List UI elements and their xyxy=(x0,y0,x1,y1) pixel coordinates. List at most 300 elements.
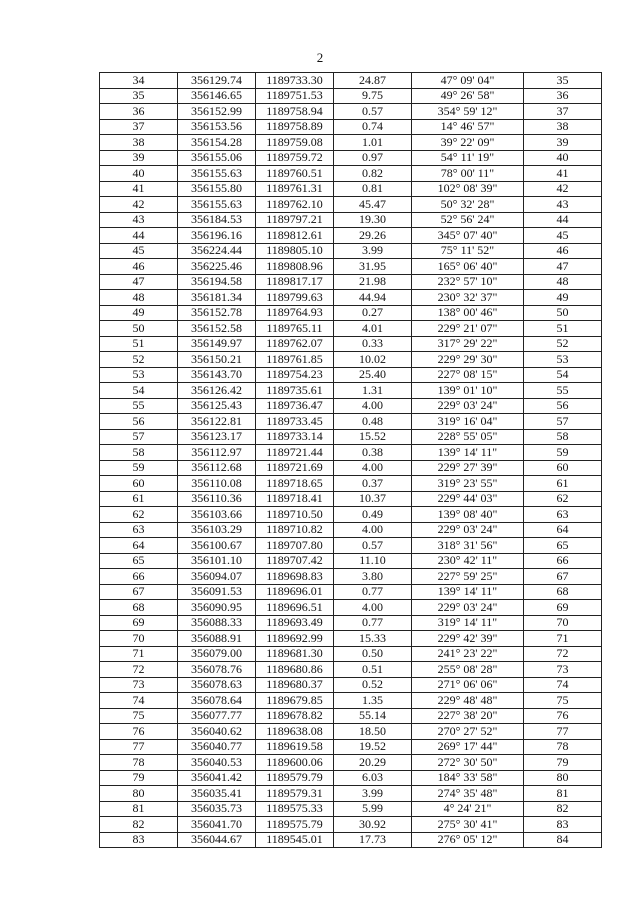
distance-cell: 19.30 xyxy=(334,212,412,228)
next-point-cell: 64 xyxy=(524,522,602,538)
x-coordinate-cell: 356035.41 xyxy=(178,786,256,802)
bearing-cell: 232° 57' 10" xyxy=(412,274,524,290)
point-number-cell: 63 xyxy=(100,522,178,538)
distance-cell: 11.10 xyxy=(334,553,412,569)
distance-cell: 4.00 xyxy=(334,522,412,538)
y-coordinate-cell: 1189759.08 xyxy=(256,135,334,151)
next-point-cell: 79 xyxy=(524,755,602,771)
distance-cell: 4.00 xyxy=(334,460,412,476)
x-coordinate-cell: 356194.58 xyxy=(178,274,256,290)
y-coordinate-cell: 1189797.21 xyxy=(256,212,334,228)
table-row xyxy=(100,770,602,786)
point-number-cell: 64 xyxy=(100,538,178,554)
x-coordinate-cell: 356079.00 xyxy=(178,646,256,662)
table-row xyxy=(100,104,602,120)
bearing-cell: 319° 23' 55" xyxy=(412,476,524,492)
bearing-cell: 229° 29' 30" xyxy=(412,352,524,368)
table-row xyxy=(100,336,602,352)
point-number-cell: 39 xyxy=(100,150,178,166)
distance-cell: 1.31 xyxy=(334,383,412,399)
x-coordinate-cell: 356035.73 xyxy=(178,801,256,817)
table-row xyxy=(100,414,602,430)
next-point-cell: 45 xyxy=(524,228,602,244)
x-coordinate-cell: 356122.81 xyxy=(178,414,256,430)
bearing-cell: 229° 27' 39" xyxy=(412,460,524,476)
bearing-cell: 270° 27' 52" xyxy=(412,724,524,740)
bearing-cell: 14° 46' 57" xyxy=(412,119,524,135)
next-point-cell: 60 xyxy=(524,460,602,476)
point-number-cell: 82 xyxy=(100,817,178,833)
x-coordinate-cell: 356090.95 xyxy=(178,600,256,616)
table-row xyxy=(100,646,602,662)
y-coordinate-cell: 1189678.82 xyxy=(256,708,334,724)
x-coordinate-cell: 356152.99 xyxy=(178,104,256,120)
next-point-cell: 80 xyxy=(524,770,602,786)
next-point-cell: 44 xyxy=(524,212,602,228)
y-coordinate-cell: 1189762.10 xyxy=(256,197,334,213)
bearing-cell: 49° 26' 58" xyxy=(412,88,524,104)
y-coordinate-cell: 1189638.08 xyxy=(256,724,334,740)
distance-cell: 44.94 xyxy=(334,290,412,306)
bearing-cell: 272° 30' 50" xyxy=(412,755,524,771)
distance-cell: 4.00 xyxy=(334,600,412,616)
distance-cell: 0.37 xyxy=(334,476,412,492)
distance-cell: 1.01 xyxy=(334,135,412,151)
x-coordinate-cell: 356094.07 xyxy=(178,569,256,585)
next-point-cell: 46 xyxy=(524,243,602,259)
bearing-cell: 319° 16' 04" xyxy=(412,414,524,430)
distance-cell: 0.27 xyxy=(334,305,412,321)
bearing-cell: 229° 03' 24" xyxy=(412,522,524,538)
point-number-cell: 49 xyxy=(100,305,178,321)
table-row xyxy=(100,677,602,693)
next-point-cell: 68 xyxy=(524,584,602,600)
distance-cell: 3.80 xyxy=(334,569,412,585)
point-number-cell: 43 xyxy=(100,212,178,228)
table-row xyxy=(100,429,602,445)
next-point-cell: 84 xyxy=(524,832,602,848)
x-coordinate-cell: 356112.68 xyxy=(178,460,256,476)
next-point-cell: 72 xyxy=(524,646,602,662)
table-row xyxy=(100,305,602,321)
y-coordinate-cell: 1189680.37 xyxy=(256,677,334,693)
bearing-cell: 354° 59' 12" xyxy=(412,104,524,120)
next-point-cell: 76 xyxy=(524,708,602,724)
y-coordinate-cell: 1189718.65 xyxy=(256,476,334,492)
table-row xyxy=(100,584,602,600)
bearing-cell: 184° 33' 58" xyxy=(412,770,524,786)
distance-cell: 0.50 xyxy=(334,646,412,662)
x-coordinate-cell: 356149.97 xyxy=(178,336,256,352)
point-number-cell: 47 xyxy=(100,274,178,290)
distance-cell: 21.98 xyxy=(334,274,412,290)
distance-cell: 0.82 xyxy=(334,166,412,182)
point-number-cell: 66 xyxy=(100,569,178,585)
point-number-cell: 71 xyxy=(100,646,178,662)
distance-cell: 0.81 xyxy=(334,181,412,197)
distance-cell: 0.38 xyxy=(334,445,412,461)
table-row xyxy=(100,212,602,228)
x-coordinate-cell: 356123.17 xyxy=(178,429,256,445)
bearing-cell: 274° 35' 48" xyxy=(412,786,524,802)
y-coordinate-cell: 1189710.82 xyxy=(256,522,334,538)
y-coordinate-cell: 1189600.06 xyxy=(256,755,334,771)
x-coordinate-cell: 356078.63 xyxy=(178,677,256,693)
distance-cell: 0.74 xyxy=(334,119,412,135)
x-coordinate-cell: 356041.42 xyxy=(178,770,256,786)
bearing-cell: 138° 00' 46" xyxy=(412,305,524,321)
table-row xyxy=(100,290,602,306)
bearing-cell: 319° 14' 11" xyxy=(412,615,524,631)
y-coordinate-cell: 1189733.30 xyxy=(256,73,334,89)
bearing-cell: 4° 24' 21" xyxy=(412,801,524,817)
table-row xyxy=(100,817,602,833)
next-point-cell: 81 xyxy=(524,786,602,802)
next-point-cell: 55 xyxy=(524,383,602,399)
table-row xyxy=(100,150,602,166)
point-number-cell: 75 xyxy=(100,708,178,724)
point-number-cell: 69 xyxy=(100,615,178,631)
table-row xyxy=(100,507,602,523)
y-coordinate-cell: 1189681.30 xyxy=(256,646,334,662)
point-number-cell: 72 xyxy=(100,662,178,678)
table-row xyxy=(100,352,602,368)
point-number-cell: 59 xyxy=(100,460,178,476)
y-coordinate-cell: 1189693.49 xyxy=(256,615,334,631)
x-coordinate-cell: 356041.70 xyxy=(178,817,256,833)
x-coordinate-cell: 356155.63 xyxy=(178,166,256,182)
distance-cell: 55.14 xyxy=(334,708,412,724)
next-point-cell: 41 xyxy=(524,166,602,182)
next-point-cell: 58 xyxy=(524,429,602,445)
distance-cell: 3.99 xyxy=(334,786,412,802)
y-coordinate-cell: 1189812.61 xyxy=(256,228,334,244)
point-number-cell: 58 xyxy=(100,445,178,461)
x-coordinate-cell: 356150.21 xyxy=(178,352,256,368)
table-row xyxy=(100,398,602,414)
y-coordinate-cell: 1189579.31 xyxy=(256,786,334,802)
distance-cell: 19.52 xyxy=(334,739,412,755)
y-coordinate-cell: 1189764.93 xyxy=(256,305,334,321)
point-number-cell: 55 xyxy=(100,398,178,414)
distance-cell: 15.52 xyxy=(334,429,412,445)
table-row xyxy=(100,73,602,89)
next-point-cell: 57 xyxy=(524,414,602,430)
bearing-cell: 139° 01' 10" xyxy=(412,383,524,399)
point-number-cell: 83 xyxy=(100,832,178,848)
distance-cell: 5.99 xyxy=(334,801,412,817)
table-row xyxy=(100,274,602,290)
x-coordinate-cell: 356152.58 xyxy=(178,321,256,337)
table-row xyxy=(100,662,602,678)
point-number-cell: 37 xyxy=(100,119,178,135)
x-coordinate-cell: 356155.80 xyxy=(178,181,256,197)
bearing-cell: 229° 21' 07" xyxy=(412,321,524,337)
bearing-cell: 229° 03' 24" xyxy=(412,600,524,616)
table-row xyxy=(100,708,602,724)
distance-cell: 10.02 xyxy=(334,352,412,368)
x-coordinate-cell: 356143.70 xyxy=(178,367,256,383)
next-point-cell: 67 xyxy=(524,569,602,585)
x-coordinate-cell: 356101.10 xyxy=(178,553,256,569)
point-number-cell: 36 xyxy=(100,104,178,120)
bearing-cell: 102° 08' 39" xyxy=(412,181,524,197)
y-coordinate-cell: 1189759.72 xyxy=(256,150,334,166)
point-number-cell: 67 xyxy=(100,584,178,600)
distance-cell: 4.01 xyxy=(334,321,412,337)
bearing-cell: 139° 14' 11" xyxy=(412,445,524,461)
y-coordinate-cell: 1189735.61 xyxy=(256,383,334,399)
point-number-cell: 52 xyxy=(100,352,178,368)
point-number-cell: 70 xyxy=(100,631,178,647)
distance-cell: 0.77 xyxy=(334,584,412,600)
x-coordinate-cell: 356103.66 xyxy=(178,507,256,523)
next-point-cell: 70 xyxy=(524,615,602,631)
table-row xyxy=(100,321,602,337)
next-point-cell: 40 xyxy=(524,150,602,166)
bearing-cell: 139° 14' 11" xyxy=(412,584,524,600)
x-coordinate-cell: 356152.78 xyxy=(178,305,256,321)
x-coordinate-cell: 356040.53 xyxy=(178,755,256,771)
point-number-cell: 57 xyxy=(100,429,178,445)
next-point-cell: 69 xyxy=(524,600,602,616)
x-coordinate-cell: 356088.91 xyxy=(178,631,256,647)
next-point-cell: 73 xyxy=(524,662,602,678)
bearing-cell: 78° 00' 11" xyxy=(412,166,524,182)
y-coordinate-cell: 1189696.01 xyxy=(256,584,334,600)
point-number-cell: 46 xyxy=(100,259,178,275)
distance-cell: 45.47 xyxy=(334,197,412,213)
y-coordinate-cell: 1189760.51 xyxy=(256,166,334,182)
bearing-cell: 229° 42' 39" xyxy=(412,631,524,647)
distance-cell: 31.95 xyxy=(334,259,412,275)
distance-cell: 30.92 xyxy=(334,817,412,833)
distance-cell: 0.57 xyxy=(334,104,412,120)
point-number-cell: 50 xyxy=(100,321,178,337)
next-point-cell: 39 xyxy=(524,135,602,151)
y-coordinate-cell: 1189808.96 xyxy=(256,259,334,275)
distance-cell: 0.49 xyxy=(334,507,412,523)
y-coordinate-cell: 1189619.58 xyxy=(256,739,334,755)
y-coordinate-cell: 1189805.10 xyxy=(256,243,334,259)
next-point-cell: 36 xyxy=(524,88,602,104)
bearing-cell: 230° 42' 11" xyxy=(412,553,524,569)
point-number-cell: 60 xyxy=(100,476,178,492)
next-point-cell: 83 xyxy=(524,817,602,833)
distance-cell: 0.48 xyxy=(334,414,412,430)
point-number-cell: 45 xyxy=(100,243,178,259)
distance-cell: 0.97 xyxy=(334,150,412,166)
bearing-cell: 52° 56' 24" xyxy=(412,212,524,228)
table-row xyxy=(100,228,602,244)
y-coordinate-cell: 1189680.86 xyxy=(256,662,334,678)
bearing-cell: 275° 30' 41" xyxy=(412,817,524,833)
table-row xyxy=(100,755,602,771)
next-point-cell: 77 xyxy=(524,724,602,740)
y-coordinate-cell: 1189736.47 xyxy=(256,398,334,414)
distance-cell: 6.03 xyxy=(334,770,412,786)
x-coordinate-cell: 356091.53 xyxy=(178,584,256,600)
bearing-cell: 227° 38' 20" xyxy=(412,708,524,724)
distance-cell: 4.00 xyxy=(334,398,412,414)
y-coordinate-cell: 1189696.51 xyxy=(256,600,334,616)
distance-cell: 24.87 xyxy=(334,73,412,89)
y-coordinate-cell: 1189754.23 xyxy=(256,367,334,383)
next-point-cell: 37 xyxy=(524,104,602,120)
distance-cell: 1.35 xyxy=(334,693,412,709)
x-coordinate-cell: 356044.67 xyxy=(178,832,256,848)
point-number-cell: 38 xyxy=(100,135,178,151)
next-point-cell: 62 xyxy=(524,491,602,507)
distance-cell: 15.33 xyxy=(334,631,412,647)
y-coordinate-cell: 1189761.85 xyxy=(256,352,334,368)
point-number-cell: 48 xyxy=(100,290,178,306)
next-point-cell: 71 xyxy=(524,631,602,647)
bearing-cell: 75° 11' 52" xyxy=(412,243,524,259)
bearing-cell: 50° 32' 28" xyxy=(412,197,524,213)
y-coordinate-cell: 1189721.69 xyxy=(256,460,334,476)
table-row xyxy=(100,460,602,476)
next-point-cell: 56 xyxy=(524,398,602,414)
table-row xyxy=(100,724,602,740)
y-coordinate-cell: 1189733.14 xyxy=(256,429,334,445)
bearing-cell: 271° 06' 06" xyxy=(412,677,524,693)
x-coordinate-cell: 356040.62 xyxy=(178,724,256,740)
table-row xyxy=(100,181,602,197)
table-row xyxy=(100,476,602,492)
point-number-cell: 44 xyxy=(100,228,178,244)
x-coordinate-cell: 356196.16 xyxy=(178,228,256,244)
distance-cell: 0.51 xyxy=(334,662,412,678)
y-coordinate-cell: 1189707.80 xyxy=(256,538,334,554)
x-coordinate-cell: 356110.08 xyxy=(178,476,256,492)
table-row xyxy=(100,135,602,151)
next-point-cell: 53 xyxy=(524,352,602,368)
next-point-cell: 52 xyxy=(524,336,602,352)
point-number-cell: 68 xyxy=(100,600,178,616)
x-coordinate-cell: 356088.33 xyxy=(178,615,256,631)
next-point-cell: 35 xyxy=(524,73,602,89)
point-number-cell: 77 xyxy=(100,739,178,755)
x-coordinate-cell: 356040.77 xyxy=(178,739,256,755)
x-coordinate-cell: 356126.42 xyxy=(178,383,256,399)
x-coordinate-cell: 356153.56 xyxy=(178,119,256,135)
y-coordinate-cell: 1189692.99 xyxy=(256,631,334,647)
table-row xyxy=(100,631,602,647)
point-number-cell: 56 xyxy=(100,414,178,430)
point-number-cell: 65 xyxy=(100,553,178,569)
y-coordinate-cell: 1189575.79 xyxy=(256,817,334,833)
bearing-cell: 39° 22' 09" xyxy=(412,135,524,151)
point-number-cell: 51 xyxy=(100,336,178,352)
table-row xyxy=(100,166,602,182)
distance-cell: 0.77 xyxy=(334,615,412,631)
table-row xyxy=(100,383,602,399)
distance-cell: 25.40 xyxy=(334,367,412,383)
y-coordinate-cell: 1189817.17 xyxy=(256,274,334,290)
y-coordinate-cell: 1189733.45 xyxy=(256,414,334,430)
y-coordinate-cell: 1189579.79 xyxy=(256,770,334,786)
y-coordinate-cell: 1189710.50 xyxy=(256,507,334,523)
bearing-cell: 227° 59' 25" xyxy=(412,569,524,585)
table-row xyxy=(100,801,602,817)
table-row xyxy=(100,832,602,848)
point-number-cell: 40 xyxy=(100,166,178,182)
bearing-cell: 229° 03' 24" xyxy=(412,398,524,414)
x-coordinate-cell: 356224.44 xyxy=(178,243,256,259)
y-coordinate-cell: 1189707.42 xyxy=(256,553,334,569)
table-row xyxy=(100,259,602,275)
point-number-cell: 78 xyxy=(100,755,178,771)
point-number-cell: 34 xyxy=(100,73,178,89)
y-coordinate-cell: 1189718.41 xyxy=(256,491,334,507)
y-coordinate-cell: 1189758.89 xyxy=(256,119,334,135)
bearing-cell: 241° 23' 22" xyxy=(412,646,524,662)
next-point-cell: 47 xyxy=(524,259,602,275)
x-coordinate-cell: 356110.36 xyxy=(178,491,256,507)
bearing-cell: 318° 31' 56" xyxy=(412,538,524,554)
next-point-cell: 43 xyxy=(524,197,602,213)
point-number-cell: 81 xyxy=(100,801,178,817)
x-coordinate-cell: 356155.06 xyxy=(178,150,256,166)
point-number-cell: 73 xyxy=(100,677,178,693)
bearing-cell: 165° 06' 40" xyxy=(412,259,524,275)
bearing-cell: 317° 29' 22" xyxy=(412,336,524,352)
coordinates-table-body xyxy=(100,73,602,848)
bearing-cell: 229° 44' 03" xyxy=(412,491,524,507)
bearing-cell: 345° 07' 40" xyxy=(412,228,524,244)
point-number-cell: 79 xyxy=(100,770,178,786)
table-row xyxy=(100,693,602,709)
point-number-cell: 62 xyxy=(100,507,178,523)
y-coordinate-cell: 1189799.63 xyxy=(256,290,334,306)
point-number-cell: 54 xyxy=(100,383,178,399)
y-coordinate-cell: 1189575.33 xyxy=(256,801,334,817)
point-number-cell: 41 xyxy=(100,181,178,197)
x-coordinate-cell: 356146.65 xyxy=(178,88,256,104)
point-number-cell: 74 xyxy=(100,693,178,709)
y-coordinate-cell: 1189751.53 xyxy=(256,88,334,104)
x-coordinate-cell: 356077.77 xyxy=(178,708,256,724)
y-coordinate-cell: 1189762.07 xyxy=(256,336,334,352)
coordinates-table xyxy=(99,72,602,848)
x-coordinate-cell: 356181.34 xyxy=(178,290,256,306)
next-point-cell: 38 xyxy=(524,119,602,135)
point-number-cell: 35 xyxy=(100,88,178,104)
table-row xyxy=(100,739,602,755)
table-row xyxy=(100,119,602,135)
y-coordinate-cell: 1189721.44 xyxy=(256,445,334,461)
y-coordinate-cell: 1189698.83 xyxy=(256,569,334,585)
bearing-cell: 255° 08' 28" xyxy=(412,662,524,678)
x-coordinate-cell: 356078.76 xyxy=(178,662,256,678)
table-row xyxy=(100,197,602,213)
bearing-cell: 230° 32' 37" xyxy=(412,290,524,306)
next-point-cell: 63 xyxy=(524,507,602,523)
y-coordinate-cell: 1189761.31 xyxy=(256,181,334,197)
x-coordinate-cell: 356100.67 xyxy=(178,538,256,554)
table-row xyxy=(100,615,602,631)
next-point-cell: 65 xyxy=(524,538,602,554)
next-point-cell: 75 xyxy=(524,693,602,709)
table-row xyxy=(100,88,602,104)
table-row xyxy=(100,600,602,616)
table-row xyxy=(100,491,602,507)
x-coordinate-cell: 356125.43 xyxy=(178,398,256,414)
bearing-cell: 139° 08' 40" xyxy=(412,507,524,523)
page-number: 2 xyxy=(316,50,324,65)
next-point-cell: 82 xyxy=(524,801,602,817)
